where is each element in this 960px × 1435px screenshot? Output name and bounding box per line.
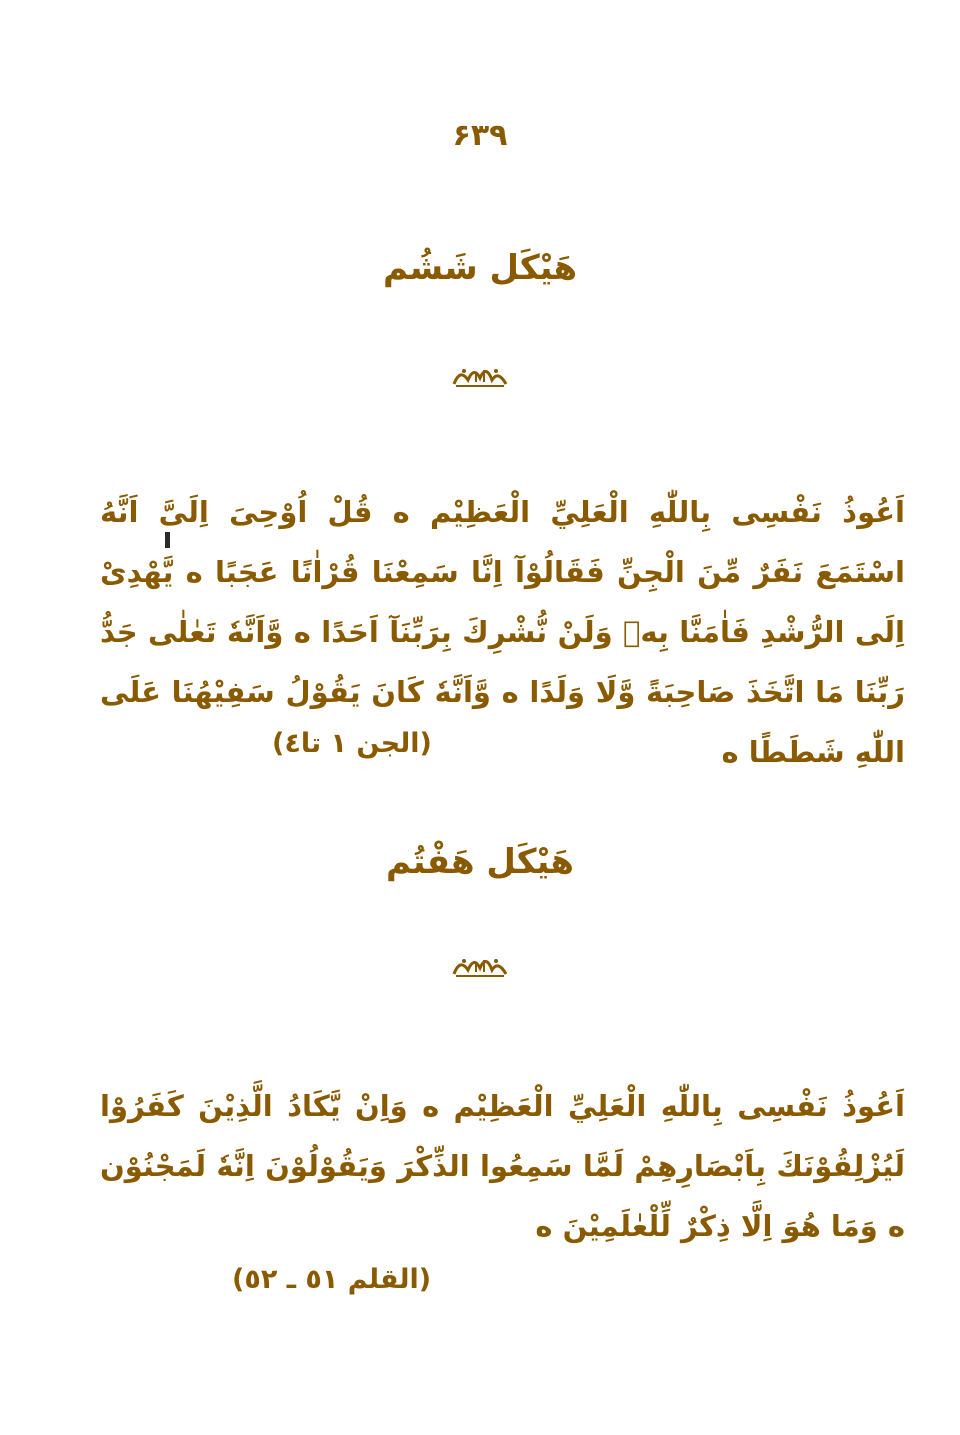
section-title-haykal-haftum: هَيْكَل هَفْتُم	[386, 842, 574, 882]
section-title-haykal-shashum: هَيْكَل شَشُم	[382, 248, 578, 288]
verse-reference-jinn: (الجن ١ تا٤)	[272, 728, 432, 759]
ornament-text	[450, 362, 510, 390]
ornament-text	[450, 952, 510, 980]
calligraphy-ornament	[450, 362, 510, 390]
page-number: ۶۳۹	[452, 118, 508, 153]
verse-reference-qalam: (القلم ٥١ ـ ٥٢)	[232, 1264, 432, 1295]
text-cursor-marker	[165, 532, 170, 548]
verse-paragraph-jinn: اَعُوذُ نَفْسِى بِاللّٰهِ الْعَلِيِّ الْعَظِيْم ه قُلْ اُوْحِىَ اِلَىَّ اَنَّهُ اسْتَمَعَ نَفَرٌ مِّنَ الْجِنِّ فَقَالُوْآ اِنَّا سَمِعْنَا قُرْاٰنًا عَجَبًا ه يَّهْدِىْ اِلَى الرُّشْدِ فَاٰمَنَّا بِهٖ وَلَنْ نُّشْرِكَ بِرَبِّنَآ اَحَدًا ه وَّاَنَّهٗ تَعٰلٰى جَدُّ رَبِّنَا مَا اتَّخَذَ صَاحِبَةً وَّلَا وَلَدًا ه وَّاَنَّهٗ كَانَ يَقُوْلُ سَفِيْهُنَا عَلَى اللّٰهِ شَطَطًا ه	[100, 495, 905, 769]
calligraphy-ornament	[450, 952, 510, 980]
verse-paragraph-qalam: اَعُوذُ نَفْسِى بِاللّٰهِ الْعَلِيِّ الْعَظِيْم ه وَاِنْ يَّكَادُ الَّذِيْنَ كَفَرُوْا لَيُزْلِقُوْنَكَ بِاَبْصَارِهِمْ لَمَّا سَمِعُوا الذِّكْرَ وَيَقُوْلُوْنَ اِنَّهٗ لَمَجْنُوْن ه وَمَا هُوَ اِلَّا ذِكْرٌ لِّلْعٰلَمِيْنَ ه	[100, 1089, 905, 1243]
